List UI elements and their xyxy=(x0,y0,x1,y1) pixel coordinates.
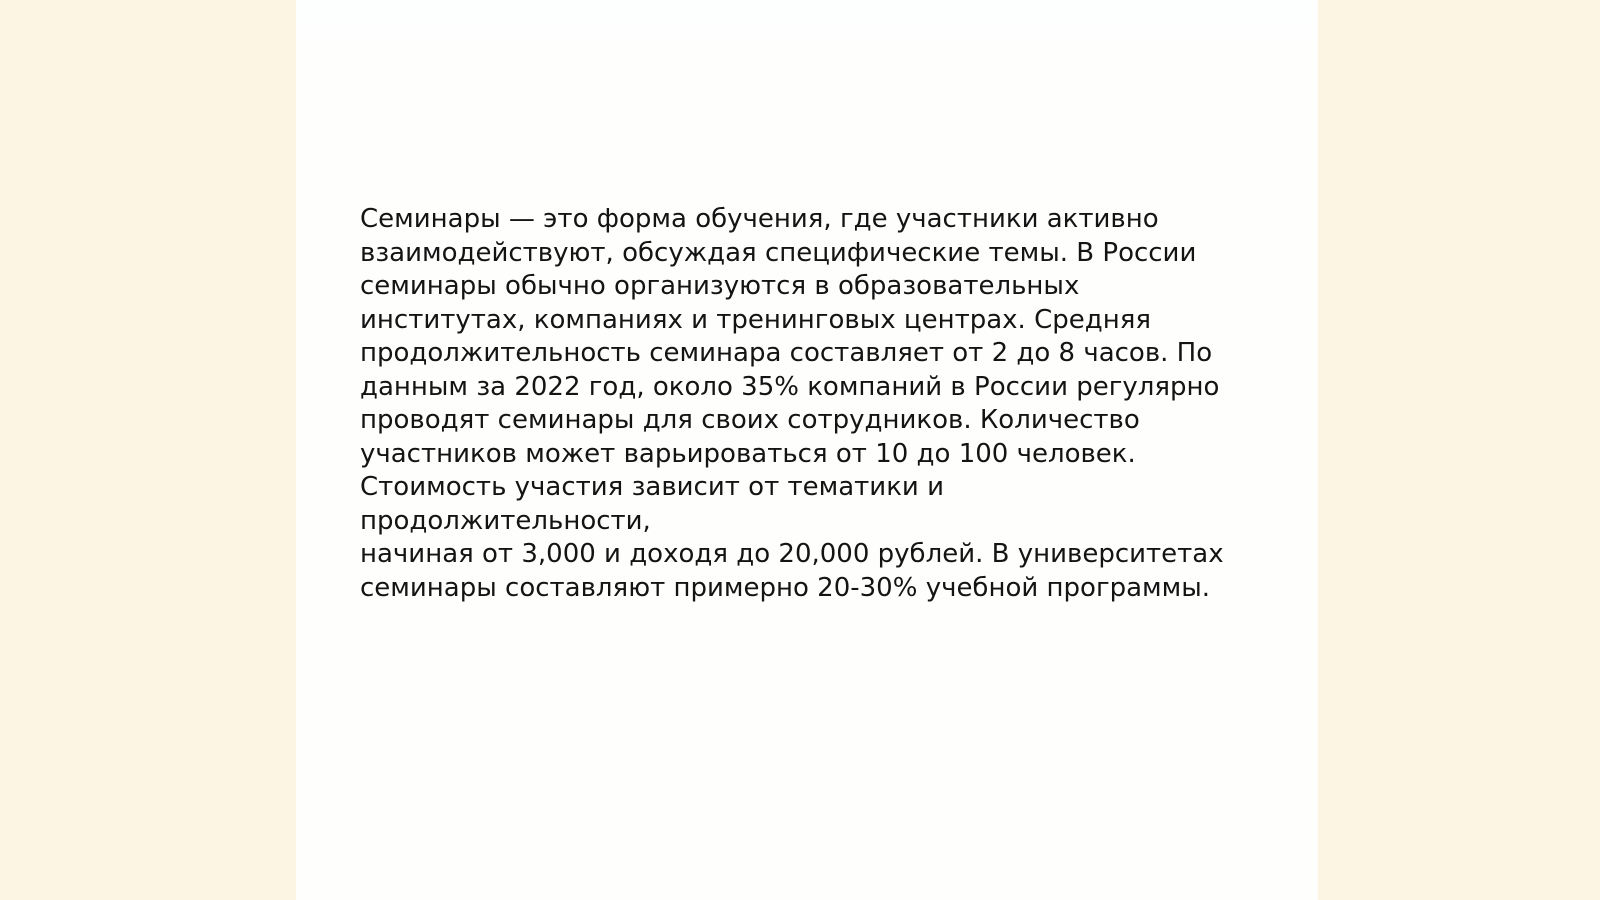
body-paragraph: Семинары — это форма обучения, где участники активно взаимодействуют, обсуждая специфические темы. В России семинары обычно организуются в образовательных институтах, компаниях и тренинговых центрах. Средняя продолжительность семинара составляет от 2 до 8 часов. По данным за 2022 год, около 35% компаний в России регулярно проводят семинары для своих сотрудников. Количество участников может варьироваться от 10 до 100 человек. Стоимость участия зависит от тематики и продолжительности, начиная от 3,000 и доходя до 20,000 рублей. В университетах семинары составляют примерно 20-30% учебной программы. xyxy=(360,204,1224,603)
left-margin-background xyxy=(0,0,296,900)
page-top-band xyxy=(296,0,1318,60)
document-page xyxy=(296,0,1318,900)
right-margin-background xyxy=(1318,0,1600,900)
